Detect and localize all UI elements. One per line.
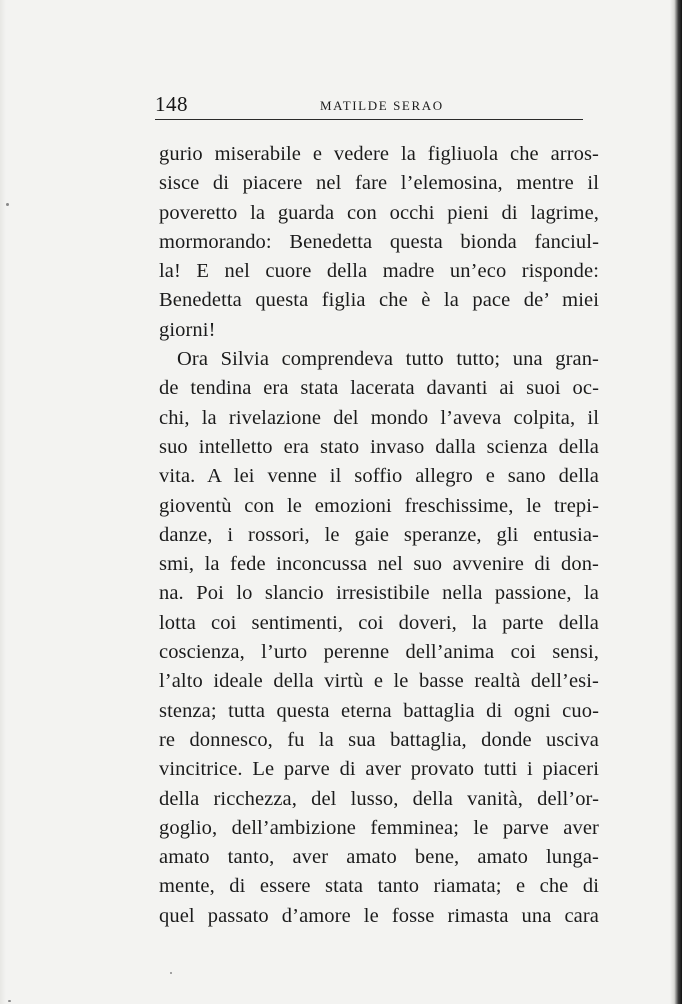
text-line: Benedetta questa figlia che è la pace de’ miei — [159, 289, 599, 312]
paper-speck — [170, 972, 172, 974]
running-head: MATILDE SERAO — [320, 98, 444, 113]
page-gutter-shadow — [0, 0, 6, 1004]
text-line: smi, la fede inconcussa nel suo avvenire di don- — [159, 553, 599, 576]
paper-speck — [8, 1000, 11, 1002]
text-line: de tendina era stata lacerata davanti ai suoi oc- — [159, 377, 599, 400]
text-line: stenza; tutta questa eterna battaglia di ogni cuo- — [159, 699, 599, 722]
page-edge-shadow — [670, 0, 682, 1004]
text-line: danze, i rossori, le gaie speranze, gli entusia- — [159, 523, 599, 546]
text-line: vita. A lei venne il soffio allegro e sano della — [159, 465, 599, 488]
text-line: poveretto la guarda con occhi pieni di lagrime, — [159, 201, 599, 224]
text-line: sisce di piacere nel fare l’elemosina, mentre il — [159, 172, 599, 195]
text-line: mente, di essere stata tanto riamata; e che di — [159, 875, 599, 898]
page-header — [155, 92, 583, 120]
text-line: goglio, dell’ambizione femminea; le parve aver — [159, 816, 599, 839]
text-line: gioventù con le emozioni freschissime, le trepi- — [159, 494, 599, 517]
text-line: vincitrice. Le parve di aver provato tutti i piaceri — [159, 758, 599, 781]
text-line: amato tanto, aver amato bene, amato lunga- — [159, 846, 599, 869]
text-line: mormorando: Benedetta questa bionda fanciul- — [159, 230, 599, 253]
text-line: suo intelletto era stato invaso dalla scienza della — [159, 435, 599, 458]
text-line: Ora Silvia comprendeva tutto tutto; una gran- — [177, 348, 599, 371]
text-line: chi, la rivelazione del mondo l’aveva colpita, il — [159, 406, 599, 429]
text-line: la! E nel cuore della madre un’eco risponde: — [159, 260, 599, 283]
text-line: re donnesco, fu la sua battaglia, donde usciva — [159, 728, 599, 751]
text-line: lotta coi sentimenti, coi doveri, la parte della — [159, 611, 599, 634]
text-line: quel passato d’amore le fosse rimasta una cara — [159, 904, 599, 927]
text-line: na. Poi lo slancio irresistibile nella passione, la — [159, 582, 599, 605]
body-text — [159, 140, 599, 931]
text-line: coscienza, l’urto perenne dell’anima coi sensi, — [159, 641, 599, 664]
paper-speck — [6, 203, 9, 206]
header-rule — [155, 119, 583, 120]
text-line: gurio miserabile e vedere la figliuola che arros- — [159, 143, 599, 165]
text-line: della ricchezza, del lusso, della vanità, dell’or- — [159, 787, 599, 810]
page-number: 148 — [155, 92, 188, 116]
text-line: l’alto ideale della virtù e le basse realtà dell’esi- — [159, 670, 599, 693]
text-line: giorni! — [159, 318, 216, 341]
